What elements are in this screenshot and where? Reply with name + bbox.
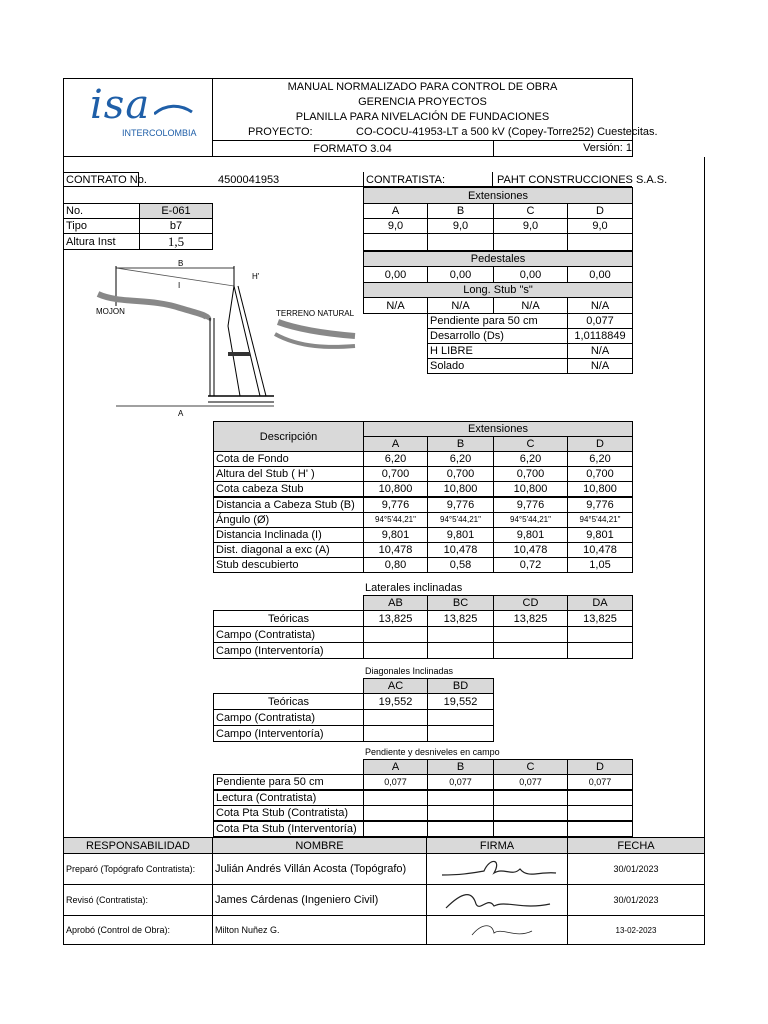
contractor-label: CONTRATISTA: — [363, 172, 493, 187]
pendiente-row-value: 0,077 — [427, 774, 494, 790]
laterales-title: Laterales inclinadas — [365, 581, 463, 594]
signature-stroke — [446, 895, 550, 908]
diagonales-row-label: Campo (Interventoría) — [213, 725, 364, 742]
desc-row-value: 6,20 — [493, 451, 568, 467]
desc-row-value: 94°5'44,21" — [427, 512, 494, 528]
desc-row-value: 1,05 — [567, 557, 633, 573]
desc-row-value: 0,72 — [493, 557, 568, 573]
laterales-row-label: Campo (Contratista) — [213, 626, 364, 643]
diagonales-row-value — [427, 725, 494, 742]
diagram-label-a: A — [178, 409, 184, 418]
signature-stroke — [442, 861, 556, 875]
laterales-col-header: BC — [427, 595, 494, 611]
desc-row-value: 94°5'44,21" — [493, 512, 568, 528]
ext-top-blank — [493, 233, 568, 251]
altura-value: 1,5 — [139, 233, 213, 250]
pedestales-title: Pedestales — [363, 251, 633, 267]
sign-role: Aprobó (Control de Obra): — [63, 915, 213, 945]
desc-row-value: 0,700 — [567, 466, 633, 482]
diagram-label-i: I — [178, 281, 181, 290]
logo-subtitle: INTERCOLOMBIA — [122, 128, 197, 138]
desc-row-value: 10,478 — [493, 542, 568, 558]
param-label: Pendiente para 50 cm — [427, 313, 568, 329]
ext-top-value: 9,0 — [493, 218, 568, 234]
no-value: E-061 — [139, 203, 213, 219]
desc-row-label: Cota cabeza Stub — [213, 481, 364, 497]
desc-row-value: 94°5'44,21" — [567, 512, 633, 528]
diagram-label-terreno: TERRENO NATURAL — [276, 309, 355, 318]
diagonales-row-value: 19,552 — [363, 693, 428, 710]
project-label: PROYECTO: — [248, 126, 313, 138]
ext-top-title: Extensiones — [363, 187, 633, 204]
diagonales-title: Diagonales Inclinadas — [365, 665, 454, 676]
sign-date: 13-02-2023 — [567, 915, 705, 945]
pendiente-row-value: 0,077 — [363, 774, 428, 790]
diagram-label-h: H' — [252, 272, 260, 281]
laterales-row-value — [567, 626, 633, 643]
desc-row-value: 94°5'44,21" — [363, 512, 428, 528]
desc-row-label: Altura del Stub ( H' ) — [213, 466, 364, 482]
ext-top-col-header: A — [363, 203, 428, 219]
diagonales-row-value: 19,552 — [427, 693, 494, 710]
ext-top-value: 9,0 — [363, 218, 428, 234]
pendiente-row-label: Cota Pta Stub (Contratista) — [213, 805, 364, 821]
tower-foundation-diagram — [90, 256, 362, 422]
desc-row-value: 10,800 — [567, 481, 633, 497]
pendiente-col-header: B — [427, 759, 494, 775]
diagram-label-mojon: MOJON — [96, 307, 125, 316]
pedestal-value: 0,00 — [493, 266, 568, 283]
header-line1: MANUAL NORMALIZADO PARA CONTROL DE OBRA — [287, 81, 558, 93]
ext-top-blank — [363, 233, 428, 251]
project-value: CO-COCU-41953-LT a 500 kV (Copey-Torre252) Cuestecitas. — [356, 126, 658, 138]
signature-image — [426, 853, 568, 885]
diagonales-row-label: Teóricas — [213, 693, 364, 710]
pendiente-title: Pendiente y desniveles en campo — [365, 746, 500, 757]
pedestal-value: 0,00 — [427, 266, 494, 283]
ext-top-value: 9,0 — [427, 218, 494, 234]
laterales-col-header: DA — [567, 595, 633, 611]
desc-header: Descripción — [213, 421, 364, 452]
pendiente-row-value — [427, 821, 494, 837]
laterales-row-value — [363, 642, 428, 659]
desc-row-value: 9,801 — [493, 527, 568, 543]
laterales-row-value: 13,825 — [567, 610, 633, 627]
tipo-label: Tipo — [63, 218, 140, 234]
diagonales-row-value — [363, 725, 428, 742]
laterales-row-value — [493, 626, 568, 643]
diagram-label-b: B — [178, 259, 184, 268]
ext-top-blank — [427, 233, 494, 251]
sign-date: 30/01/2023 — [567, 884, 705, 916]
pedestal-value: 0,00 — [567, 266, 633, 283]
param-label: Desarrollo (Ds) — [427, 328, 568, 344]
pendiente-col-header: C — [493, 759, 568, 775]
pendiente-row-value — [427, 805, 494, 821]
ext-top-col-header: D — [567, 203, 633, 219]
header-line2: GERENCIA PROYECTOS — [358, 96, 487, 108]
desc-row-value: 9,776 — [493, 497, 568, 513]
desc-row-value: 10,478 — [567, 542, 633, 558]
company-logo — [64, 80, 212, 140]
diagonales-row-value — [363, 709, 428, 726]
pendiente-row-value: 0,077 — [567, 774, 633, 790]
contract-value: 4500041953 — [218, 173, 280, 186]
desc-row-label: Cota de Fondo — [213, 451, 364, 467]
altura-label: Altura Inst — [63, 233, 140, 250]
desc-row-value: 9,776 — [567, 497, 633, 513]
laterales-row-label: Teóricas — [213, 610, 364, 627]
pendiente-row-value — [567, 805, 633, 821]
format-label: FORMATO 3.04 — [313, 142, 392, 155]
pedestal-value: 0,00 — [363, 266, 428, 283]
desc-col-header: D — [567, 436, 633, 452]
desc-col-header: C — [493, 436, 568, 452]
param-value: N/A — [567, 358, 633, 374]
desc-row-value: 0,700 — [363, 466, 428, 482]
desc-row-label: Ángulo (Ø) — [213, 512, 364, 528]
sign-role: Revisó (Contratista): — [63, 884, 213, 916]
ext-top-value: 9,0 — [567, 218, 633, 234]
handwritten-signature — [432, 886, 562, 914]
desc-row-value: 10,800 — [363, 481, 428, 497]
desc-row-label: Dist. diagonal a exc (A) — [213, 542, 364, 558]
sign-name: Milton Nuñez G. — [212, 915, 427, 945]
desc-col-header: B — [427, 436, 494, 452]
ext-top-col-header: B — [427, 203, 494, 219]
laterales-row-label: Campo (Interventoría) — [213, 642, 364, 659]
sign-role: Preparó (Topógrafo Contratista): — [63, 853, 213, 885]
contract-label: CONTRATO No. — [63, 172, 139, 187]
pendiente-col-header: A — [363, 759, 428, 775]
param-label: H LIBRE — [427, 343, 568, 359]
param-value: N/A — [567, 343, 633, 359]
desc-row-label: Distancia a Cabeza Stub (B) — [213, 497, 364, 513]
desc-row-value: 0,80 — [363, 557, 428, 573]
laterales-row-value — [567, 642, 633, 659]
ext-top-blank — [567, 233, 633, 251]
desc-row-value: 10,478 — [363, 542, 428, 558]
pendiente-row-label: Cota Pta Stub (Interventoría) — [213, 821, 364, 837]
pendiente-row-value — [363, 805, 428, 821]
param-value: 1,0118849 — [567, 328, 633, 344]
no-label: No. — [63, 203, 140, 219]
desc-row-value: 0,700 — [427, 466, 494, 482]
pendiente-row-value — [493, 790, 568, 806]
sign-header: FECHA — [567, 837, 705, 854]
desc-row-label: Distancia Inclinada (I) — [213, 527, 364, 543]
laterales-col-header: AB — [363, 595, 428, 611]
desc-row-value: 6,20 — [427, 451, 494, 467]
sign-name: James Cárdenas (Ingeniero Civil) — [212, 884, 427, 916]
desc-row-value: 9,801 — [427, 527, 494, 543]
pendiente-row-label: Lectura (Contratista) — [213, 790, 364, 806]
laterales-row-value: 13,825 — [363, 610, 428, 627]
pendiente-row-value — [493, 821, 568, 837]
desc-row-value: 10,800 — [427, 481, 494, 497]
desc-row-value: 6,20 — [363, 451, 428, 467]
desc-row-value: 10,800 — [493, 481, 568, 497]
sign-header: FIRMA — [426, 837, 568, 854]
pendiente-row-value — [567, 821, 633, 837]
diagonales-row-label: Campo (Contratista) — [213, 709, 364, 726]
sign-date: 30/01/2023 — [567, 853, 705, 885]
desc-row-value: 0,700 — [493, 466, 568, 482]
signature-stroke — [472, 926, 532, 935]
laterales-row-value: 13,825 — [493, 610, 568, 627]
desc-ext-title: Extensiones — [363, 421, 633, 437]
header-line3: PLANILLA PARA NIVELACIÓN DE FUNDACIONES — [295, 111, 550, 123]
stub-value: N/A — [427, 297, 494, 314]
signature-image — [426, 915, 568, 945]
pendiente-col-header: D — [567, 759, 633, 775]
pendiente-row-value — [427, 790, 494, 806]
version-label: Versión: 1 — [583, 142, 632, 154]
sign-header: RESPONSABILIDAD — [63, 837, 213, 854]
pendiente-row-value — [363, 821, 428, 837]
desc-row-label: Stub descubierto — [213, 557, 364, 573]
pendiente-row-value — [363, 790, 428, 806]
logo-mark: isa — [90, 82, 151, 128]
desc-row-value: 10,478 — [427, 542, 494, 558]
pendiente-row-value: 0,077 — [493, 774, 568, 790]
pendiente-row-value — [493, 805, 568, 821]
pendiente-row-label: Pendiente para 50 cm — [213, 774, 364, 790]
param-label: Solado — [427, 358, 568, 374]
handwritten-signature — [432, 855, 562, 883]
desc-row-value: 0,58 — [427, 557, 494, 573]
signature-image — [426, 884, 568, 916]
laterales-col-header: CD — [493, 595, 568, 611]
stub-title: Long. Stub "s" — [363, 282, 633, 298]
sign-header: NOMBRE — [212, 837, 427, 854]
tipo-value: b7 — [139, 218, 213, 234]
diagonales-col-header: BD — [427, 678, 494, 694]
laterales-row-value — [427, 626, 494, 643]
pendiente-row-value — [567, 790, 633, 806]
laterales-row-value — [427, 642, 494, 659]
desc-row-value: 9,776 — [363, 497, 428, 513]
laterales-row-value — [363, 626, 428, 643]
handwritten-signature — [432, 917, 562, 943]
diagonales-col-header: AC — [363, 678, 428, 694]
diagonales-row-value — [427, 709, 494, 726]
stub-value: N/A — [567, 297, 633, 314]
sign-name: Julián Andrés Villán Acosta (Topógrafo) — [212, 853, 427, 885]
contractor-value: PAHT CONSTRUCCIONES S.A.S. — [497, 173, 668, 186]
param-value: 0,077 — [567, 313, 633, 329]
ext-top-col-header: C — [493, 203, 568, 219]
logo-swoosh-icon — [154, 104, 194, 118]
desc-col-header: A — [363, 436, 428, 452]
stub-value: N/A — [493, 297, 568, 314]
stub-value: N/A — [363, 297, 428, 314]
desc-row-value: 9,776 — [427, 497, 494, 513]
desc-row-value: 6,20 — [567, 451, 633, 467]
laterales-row-value: 13,825 — [427, 610, 494, 627]
laterales-row-value — [493, 642, 568, 659]
desc-row-value: 9,801 — [567, 527, 633, 543]
desc-row-value: 9,801 — [363, 527, 428, 543]
